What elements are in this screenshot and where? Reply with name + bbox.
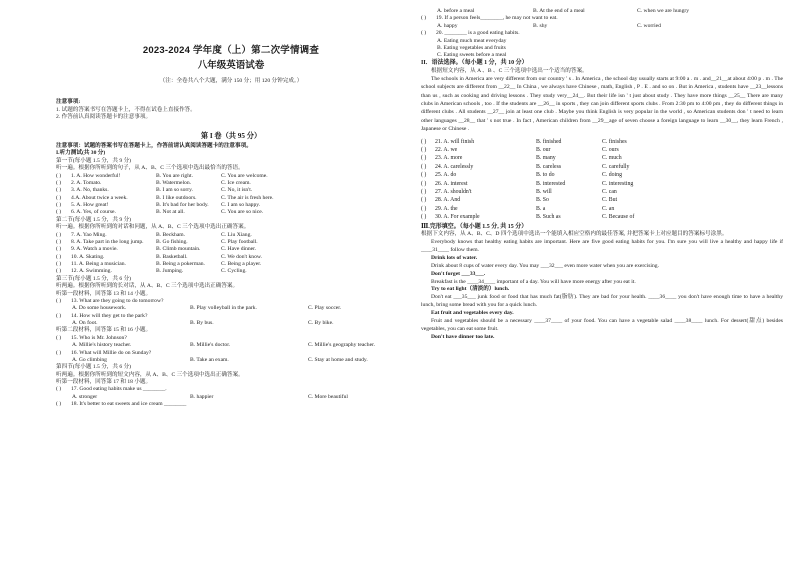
option-c: C. You are so nice. — [221, 209, 264, 216]
answer-bracket[interactable]: ( ) — [421, 163, 427, 170]
notice-item: 2. 作答前认真阅读答题卡的注意事项。 — [56, 114, 152, 121]
cloze-subheading: Don't forget ___33___. — [431, 270, 486, 277]
option-b: B. our — [536, 147, 551, 154]
option-a: 11. A. Being a musician. — [71, 261, 126, 268]
option-a: 12. A. Swimming. — [71, 268, 112, 275]
option-b: B. finished — [536, 138, 562, 145]
section4-heading: 第四节(每小题 1.5 分，共 6 分) — [56, 364, 132, 371]
cloze-paragraph: Breakfast is the ____34____ important of a day. You will have more energy after you eat it. — [431, 278, 636, 285]
question-row — [56, 246, 406, 253]
answer-bracket[interactable]: ( ) — [421, 15, 427, 22]
question-row — [56, 239, 406, 246]
option-c: C. Eating sweets before a meal — [437, 52, 507, 59]
option-b: B. careless — [536, 163, 562, 170]
cloze-subheading: Don't have dinner too late. — [431, 334, 495, 341]
option-c: C. an — [602, 205, 615, 212]
table-row — [421, 180, 783, 188]
option-a: 2. A. Tomato. — [71, 179, 102, 186]
question-row — [56, 202, 406, 209]
grammar-options-table — [421, 138, 783, 222]
option-a: 26. A. interest — [435, 180, 468, 187]
option-a: 3. A. No, thanks. — [71, 187, 109, 194]
option-b: B. Such as — [536, 214, 561, 221]
grammar-passage: The schools in America are very different from our country ' s . In America , the school day usually starts at 9:00 a . m . and__21__at about 4:00 p . m . The school subjects are different from __22__ In China , we always have Chinese , math, English , P . E . and so on . But in America , students have __23__lessons than us , such as cooking and driving lessons . They study very__24__. But their life isn ' t just about study . They have more things __25__ There are many clubs in American schools , too . If the students are __26__ in sports , they can join different sports clubs . From 2:30 pm to 4:00 pm , they do different things in different clubs . All students __27__ join at least one club . Maybe you think English is very popular in the world , so American students don ' t need to learn other languages __28__ that ' s not true . In fact , American children from __29__age of seven choose a foreign language to learn __30__, they learn French , Japanese or Chinese . — [421, 75, 783, 133]
cloze-paragraph: Drink about 8 cups of water every day. You may ___32___ even more water when you are exercising. — [431, 262, 659, 269]
option-a: 27. A. shouldn't — [435, 188, 472, 195]
cloze-paragraph: Fruit and vegetables should be a necessary ____37____ of your food. You can have a vegetable salad ____38____ lunch. For dessert(甜点) besides vegetables, you can eat some fruit. — [421, 318, 783, 333]
cloze-subheading: Drink lots of water. — [431, 254, 478, 261]
cloze-subheading: Try to eat light（清淡的）lunch. — [431, 286, 510, 293]
option-b: B. Basketball. — [156, 253, 188, 260]
option-a: A. before a meal — [437, 8, 475, 14]
option-b: B. Not at all. — [156, 209, 185, 216]
option-b: B. It's bad for her body. — [156, 202, 209, 209]
cloze-passage — [421, 239, 783, 342]
option-b: B. By bus. — [190, 320, 214, 327]
section2-instruction: 听一遍。根据你所听到的对话和问题，从 A、B、C 三个选项中选出正确答案。 — [56, 224, 250, 231]
question-text: 17. Good eating habits make us ________. — [71, 386, 167, 393]
section3-heading: 第三节(每小题 1.5 分，共 6 分) — [56, 275, 132, 282]
answer-bracket[interactable]: ( ) — [56, 172, 62, 179]
answer-bracket[interactable]: ( ) — [421, 188, 427, 195]
option-a: A. Eating much meat everyday — [437, 37, 507, 44]
question-text: 15. Who is Mr. Johnson? — [71, 334, 127, 341]
option-b: B. Being a pokerman. — [156, 261, 205, 268]
question-row — [56, 350, 406, 357]
options-row — [56, 394, 406, 401]
option-b: B. many — [536, 155, 556, 162]
option-a: 1. A. How wonderful! — [71, 172, 121, 179]
option-a: 8. A. Take part in the long jump. — [71, 238, 144, 245]
question-row — [56, 401, 406, 408]
answer-bracket[interactable]: ( ) — [56, 179, 62, 186]
option-c: C. More beautiful — [308, 393, 348, 400]
option-b: B. I am so sorry. — [156, 187, 193, 194]
option-a: 25. A. do — [435, 172, 457, 179]
cloze-heading: Ⅲ.完形填空。（每小题 1.5 分, 共 15 分） — [421, 223, 528, 230]
exam-subtitle: 八年级英语试卷 — [197, 59, 265, 71]
option-b: B. shy — [533, 22, 548, 29]
question-row — [56, 180, 406, 187]
listening-heading: I.听力测试(共 30 分) — [56, 150, 106, 157]
answer-bracket[interactable]: ( ) — [421, 172, 427, 179]
option-a: 7. A. Yao Ming. — [71, 231, 107, 238]
cloze-paragraph: Everybody knows that healthy eating habits are important. Here are five good eating habits for you. I'm sure you will live a healthy and happy life if ____31____ follow them. — [421, 238, 783, 253]
exam-title: 2023-2024 学年度（上）第二次学情调查 — [142, 45, 320, 56]
question-row — [56, 232, 406, 239]
question-text: 18. It's better to eat sweets and ice cream ________ — [71, 401, 187, 408]
question-row — [56, 195, 406, 202]
section1-heading: 第一节(每小题 1.5 分，共 9 分) — [56, 157, 132, 164]
left-column — [56, 0, 406, 409]
option-c: C. Millie's geography teacher. — [308, 342, 376, 349]
answer-bracket[interactable]: ( ) — [56, 386, 62, 393]
option-c: C. Ice cream. — [221, 179, 251, 186]
option-c: C. By bike. — [308, 320, 334, 327]
question-row — [56, 298, 406, 305]
option-c: C. Because of — [602, 214, 635, 221]
section1-questions — [56, 173, 406, 217]
cloze-subheading: Eat fruit and vegetables every day. — [431, 310, 514, 317]
question-row — [56, 187, 406, 194]
question-row — [56, 386, 406, 393]
answer-bracket[interactable]: ( ) — [56, 334, 62, 341]
answer-bracket[interactable]: ( ) — [421, 155, 427, 162]
part1-note: 注意事项：试题的答案书写在答题卡上，作答前请认真阅读答题卡的注意事项。 — [56, 143, 252, 150]
answer-bracket[interactable]: ( ) — [56, 202, 62, 209]
section3-instruction: 听两遍。根据你所听到的长对话，从 A、B、C 三个选项中选出正确答案。 — [56, 283, 239, 290]
answer-bracket[interactable]: ( ) — [421, 180, 427, 187]
option-c: C. much — [602, 155, 622, 162]
section3-material-1: 听第一段材料，回答第 13 和 14 小题。 — [56, 290, 152, 297]
option-a: 30. A. For example — [435, 214, 480, 221]
option-a: A. happy — [437, 22, 458, 29]
question-row — [421, 15, 783, 22]
answer-bracket[interactable]: ( ) — [421, 197, 427, 204]
options-row — [56, 305, 406, 312]
question-row — [56, 268, 406, 275]
option-b: B. I like outdoors. — [156, 194, 197, 201]
answer-bracket[interactable]: ( ) — [56, 187, 62, 194]
answer-bracket[interactable]: ( ) — [56, 253, 62, 260]
option-c: C. No, it isn't. — [221, 187, 253, 194]
option-c: C. Play football. — [221, 238, 258, 245]
option-a: 21. A. will finish — [435, 138, 475, 145]
option-a: 24. A. carelessly — [435, 163, 474, 170]
question-text: 16. What will Millie do on Sunday? — [71, 349, 152, 356]
option-a: 6. A. Yes, of course. — [71, 209, 116, 216]
answer-bracket[interactable]: ( ) — [56, 349, 62, 356]
option-b: B. a — [536, 205, 546, 212]
answer-bracket[interactable]: ( ) — [56, 261, 62, 268]
option-c: C. Have dinner. — [221, 246, 257, 253]
option-c: C. But — [602, 197, 618, 204]
table-row — [421, 171, 783, 179]
table-row — [421, 146, 783, 154]
option-a: 5. A. How great! — [71, 202, 109, 209]
section3-material-2: 听第二段材料，回答第 15 和 16 小题。 — [56, 327, 152, 334]
option-b: B. Eating vegetables and fruits — [437, 44, 506, 51]
option-c: C. Stay at home and study. — [308, 356, 368, 363]
section2-questions — [56, 232, 406, 276]
option-b: B. Beckham. — [156, 231, 186, 238]
section4-material: 听第一段材料，回答第 17 和 18 小题。 — [56, 379, 152, 386]
question-row — [56, 209, 406, 216]
options-row — [56, 342, 406, 349]
grammar-heading: II．语法选择。（每小题 1 分，共 10 分） — [421, 59, 528, 66]
answer-bracket[interactable]: ( ) — [421, 30, 427, 37]
option-c: C. ours — [602, 147, 619, 154]
option-b: B. Take an exam. — [190, 356, 229, 363]
option-b: B. to do — [536, 172, 555, 179]
options-row — [421, 8, 783, 15]
option-b: B. Watermelon. — [156, 179, 192, 186]
option-b: B. Millie's doctor. — [190, 342, 231, 349]
notice-item: 1. 试题的答案书写在答题卡上，不得在试卷上直接作答。 — [56, 106, 196, 113]
option-b: B. So — [536, 197, 549, 204]
question-text: 19. If a person feels________, he may not want to eat. — [436, 15, 558, 22]
table-row — [421, 213, 783, 221]
cloze-paragraph: Don't eat ___35___ junk food or food that has much fat(脂肪). They are bad for your health. ____36____ you don't have enough time to have a healthy lunch, bring some bread with you for a quick lunch. — [421, 294, 783, 309]
option-b: B. At the end of a meal — [533, 8, 585, 14]
option-c: C. interesting — [602, 180, 634, 187]
option-a: A. Do some housework. — [72, 305, 127, 312]
option-b: B. Jumping. — [156, 268, 184, 275]
option-a: A. Millie's history teacher. — [72, 342, 132, 349]
answer-bracket[interactable]: ( ) — [421, 147, 427, 154]
table-row — [421, 205, 783, 213]
option-a: 10. A. Skating. — [71, 253, 105, 260]
question-row — [56, 173, 406, 180]
option-c: C. worried — [637, 22, 661, 29]
question-text: 14. How will they get to the park? — [71, 312, 148, 319]
option-c: C. Play soccer. — [308, 305, 342, 312]
answer-bracket[interactable]: ( ) — [56, 268, 62, 275]
table-row — [421, 196, 783, 204]
option-a: 22. A. we — [435, 147, 458, 154]
section1-instruction: 听一遍。根据你所听到的句子，从 A、B、C 三个选项中选出最恰当的答语。 — [56, 165, 244, 172]
option-c: C. Cycling. — [221, 268, 247, 275]
option-c: C. can — [602, 188, 617, 195]
table-row — [421, 138, 783, 146]
answer-bracket[interactable]: ( ) — [56, 401, 62, 408]
right-column — [421, 0, 783, 342]
option-a: 28. A. And — [435, 197, 461, 204]
answer-bracket[interactable]: ( ) — [421, 214, 427, 221]
option-c: C. Being a player. — [221, 261, 262, 268]
question-row — [56, 261, 406, 268]
option-c: C. doing — [602, 172, 622, 179]
option-c: C. finishes — [602, 138, 627, 145]
question-row — [421, 30, 783, 37]
option-b: B. will — [536, 188, 552, 195]
table-row — [421, 154, 783, 162]
option-a: A. On foot. — [72, 320, 98, 327]
answer-bracket[interactable]: ( ) — [56, 194, 62, 201]
answer-bracket[interactable]: ( ) — [56, 231, 62, 238]
exam-note: （注：全卷共八个大题，满分 150 分；用 120 分钟完成。） — [159, 78, 303, 85]
answer-bracket[interactable]: ( ) — [56, 238, 62, 245]
option-a: 9. A. Watch a movie. — [71, 246, 118, 253]
question-row — [56, 254, 406, 261]
answer-bracket[interactable]: ( ) — [56, 209, 62, 216]
option-c: C. I am so happy. — [221, 202, 261, 209]
answer-bracket[interactable]: ( ) — [56, 312, 62, 319]
table-row — [421, 163, 783, 171]
question-row — [56, 335, 406, 342]
option-b: B. interested — [536, 180, 566, 187]
option-a: A. Go climbing — [72, 356, 107, 363]
answer-bracket[interactable]: ( ) — [56, 297, 62, 304]
option-a: 4.A. About twice a week. — [71, 194, 128, 201]
options-row — [421, 23, 783, 30]
option-c: C. The air is fresh here. — [221, 194, 274, 201]
answer-bracket[interactable]: ( ) — [421, 138, 427, 145]
answer-bracket[interactable]: ( ) — [421, 205, 427, 212]
cloze-instruction: 根据下文内容，从 A、B、C、D 四个选项中选出一个能填入相应空格内的最佳答案, 并把答案卡上对应题目的答案标号涂黑。 — [421, 231, 728, 238]
table-row — [421, 188, 783, 196]
option-b: B. Play volleyball in the park. — [190, 305, 257, 312]
option-b: B. Climb mountain. — [156, 246, 201, 253]
option-c: C. carefully — [602, 163, 630, 170]
section2-heading: 第二节(每小题 1.5 分，共 9 分) — [56, 216, 132, 223]
part1-heading: 第 I 卷（共 95 分） — [200, 131, 262, 140]
option-a: A. stronger — [72, 393, 98, 400]
option-b: B. happier — [190, 393, 214, 400]
option-a: 29. A. the — [435, 205, 458, 212]
notice-head: 注意事项: — [56, 99, 81, 106]
question-text: 13. What are they going to do tomorrow? — [71, 297, 164, 304]
question-row — [56, 313, 406, 320]
option-b: B. Go fishing. — [156, 238, 188, 245]
answer-bracket[interactable]: ( ) — [56, 246, 62, 253]
option-c: C. We don't know. — [221, 253, 262, 260]
option-a: 23. A. more — [435, 155, 463, 162]
option-c: C. You are welcome. — [221, 172, 268, 179]
option-b: B. You are right. — [156, 172, 193, 179]
grammar-instruction: 根据短文内容，从 A 、B 、C 三个选项中选出一个适当的答案。 — [431, 67, 588, 74]
question-text: 20. ________ is a good eating habits. — [436, 30, 520, 37]
option-c: C. when we are hungry — [637, 8, 690, 14]
option-c: C. Liu Xiang. — [221, 231, 252, 238]
section4-instruction: 听两遍。根据你所听到的短文内容，从 A、B、C 三个选项中选出正确答案。 — [56, 371, 244, 378]
